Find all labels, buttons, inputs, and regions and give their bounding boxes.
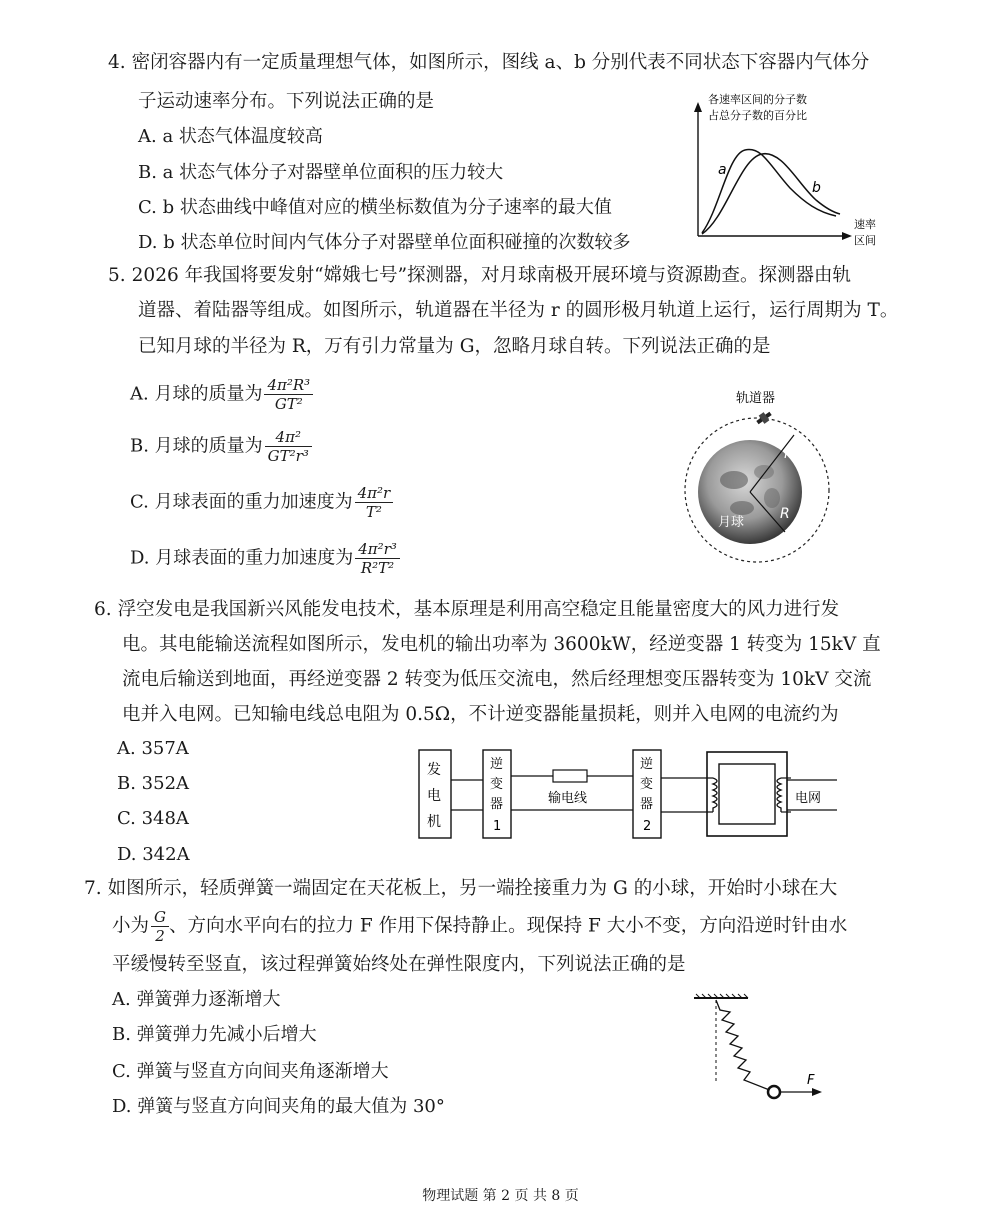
- q6-stem-line1: 6. 浮空发电是我国新兴风能发电技术，基本原理是利用高空稳定且能量密度大的风力进行发: [94, 597, 839, 623]
- q4-option-d[interactable]: D. b 状态单位时间内气体分子对器壁单位面积碰撞的次数较多: [138, 232, 631, 253]
- q6-stem-line2: 电。其电能输送流程如图所示，发电机的输出功率为 3600kW，经逆变器 1 转变为 15kV 直: [122, 634, 881, 655]
- q7-option-c[interactable]: C. 弹簧与竖直方向间夹角逐渐增大: [112, 1061, 389, 1082]
- q7-option-b[interactable]: B. 弹簧弹力先减小后增大: [112, 1024, 317, 1045]
- svg-text:机: 机: [427, 814, 441, 830]
- q5-moon-orbit-figure: [672, 380, 842, 580]
- orbiter-icon: [755, 409, 774, 426]
- q7-option-d[interactable]: D. 弹簧与竖直方向间夹角的最大值为 30°: [112, 1096, 445, 1117]
- q6-stem-line3: 流电后输送到地面，再经逆变器 2 转变为低压交流电，然后经理想变压器转变为 10kV 交流: [122, 669, 872, 690]
- q4-speed-distribution-graph: [690, 88, 890, 253]
- q5-d-label: D. 月球表面的重力加速度为: [130, 547, 354, 569]
- graph-xlabel-2: 区间: [854, 234, 876, 247]
- q5-option-d[interactable]: [130, 540, 400, 577]
- q4-number: 4.: [108, 52, 126, 73]
- svg-text:变: 变: [490, 777, 504, 792]
- graph-xlabel-1: 速率: [854, 218, 876, 231]
- r-label: r: [784, 446, 790, 462]
- q5-b-label: B. 月球的质量为: [130, 435, 263, 457]
- q5-stem-line1: 5. 2026 年我国将要发射“嫦娥七号”探测器，对月球南极开展环境与资源勘查。探测器由轨: [108, 263, 851, 289]
- svg-text:器: 器: [640, 797, 654, 812]
- q7-stem-line2: 小为 $\frac{G}{2}$ 、方向水平向右的拉力 F 作用下保持静止。现保持 F 大小不变，方向沿逆时针由水: [112, 908, 848, 945]
- q5-b-fraction: $\frac{\text{4π²}}{\text{GT²r³}}$: [265, 428, 312, 465]
- q6-option-b[interactable]: B. 352A: [117, 773, 190, 794]
- R-label: R: [780, 506, 790, 522]
- svg-text:变: 变: [640, 777, 654, 792]
- q7-spring-figure: [690, 990, 830, 1110]
- svg-text:电: 电: [427, 788, 441, 804]
- q7-stem-line3: 平缓慢转至竖直，该过程弹簧始终处在弹性限度内，下列说法正确的是: [112, 954, 686, 975]
- primary-coil: [713, 778, 717, 812]
- q5-stem-line2: 道器、着陆器等组成。如图所示，轨道器在半径为 r 的圆形极月轨道上运行，运行周期为 T。: [138, 300, 899, 321]
- page-footer: 物理试题 第 2 页 共 8 页: [422, 1188, 579, 1204]
- q5-a-fraction: $\frac{\text{4π²R³}}{\text{GT²}}$: [264, 376, 313, 413]
- q7-option-a[interactable]: A. 弹簧弹力逐渐增大: [112, 989, 281, 1010]
- ball: [768, 1086, 780, 1098]
- q7-number: 7.: [84, 878, 102, 899]
- graph-x-arrow: [842, 232, 852, 240]
- svg-text:发: 发: [427, 762, 441, 778]
- q6-option-a[interactable]: A. 357A: [117, 738, 189, 759]
- q7-stem-line1: 7. 如图所示，轻质弹簧一端固定在天花板上，另一端拴接重力为 G 的小球，开始时小球在大: [84, 876, 837, 902]
- svg-text:1: 1: [493, 819, 502, 834]
- secondary-coil: [777, 778, 781, 812]
- svg-text:2: 2: [643, 819, 652, 834]
- moon-label: 月球: [718, 515, 745, 530]
- curve-b-label: b: [812, 180, 821, 196]
- q4-option-c[interactable]: C. b 状态曲线中峰值对应的横坐标数值为分子速率的最大值: [138, 197, 612, 218]
- q4-option-a[interactable]: A. a 状态气体温度较高: [138, 126, 323, 147]
- q5-option-a[interactable]: [130, 376, 313, 413]
- svg-text:逆: 逆: [640, 757, 654, 772]
- q6-option-c[interactable]: C. 348A: [117, 808, 189, 829]
- curve-a-label: a: [718, 162, 727, 178]
- q4-stem-line1: 4. 密闭容器内有一定质量理想气体，如图所示，图线 a、b 分别代表不同状态下容器内气体分: [108, 50, 869, 76]
- line-resistor: [553, 770, 587, 782]
- q6-number: 6.: [94, 599, 112, 620]
- orbiter-label: 轨道器: [736, 391, 776, 406]
- spring: [716, 1000, 772, 1091]
- q5-stem-line3: 已知月球的半径为 R，万有引力常量为 G，忽略月球自转。下列说法正确的是: [138, 336, 771, 357]
- q5-c-label: C. 月球表面的重力加速度为: [130, 491, 353, 513]
- graph-ylabel-1: 各速率区间的分子数: [708, 93, 807, 106]
- grid-label: 电网: [795, 791, 822, 806]
- q4-stem-line2: 子运动速率分布。下列说法正确的是: [138, 91, 435, 112]
- force-label: F: [807, 1073, 815, 1088]
- transmission-line-label: 输电线: [548, 791, 588, 806]
- q5-number: 5.: [108, 265, 126, 286]
- graph-y-arrow: [694, 102, 702, 112]
- q5-a-label: A. 月球的质量为: [130, 383, 263, 405]
- q4-option-b[interactable]: B. a 状态气体分子对器壁单位面积的压力较大: [138, 162, 504, 183]
- q6-transmission-diagram: [415, 742, 845, 842]
- graph-ylabel-2: 占总分子数的百分比: [708, 109, 807, 122]
- q6-stem-line4: 电并入电网。已知输电线总电阻为 0.5Ω，不计逆变器能量损耗，则并入电网的电流约为: [122, 704, 839, 725]
- q5-option-c[interactable]: [130, 484, 393, 521]
- svg-text:器: 器: [490, 797, 504, 812]
- q5-option-b[interactable]: [130, 428, 312, 465]
- q5-d-fraction: $\frac{\text{4π²r³}}{\text{R²T²}}$: [355, 540, 400, 577]
- q6-option-d[interactable]: D. 342A: [117, 844, 190, 865]
- q5-c-fraction: $\frac{\text{4π²r}}{\text{T²}}$: [355, 484, 394, 521]
- svg-text:逆: 逆: [490, 757, 504, 772]
